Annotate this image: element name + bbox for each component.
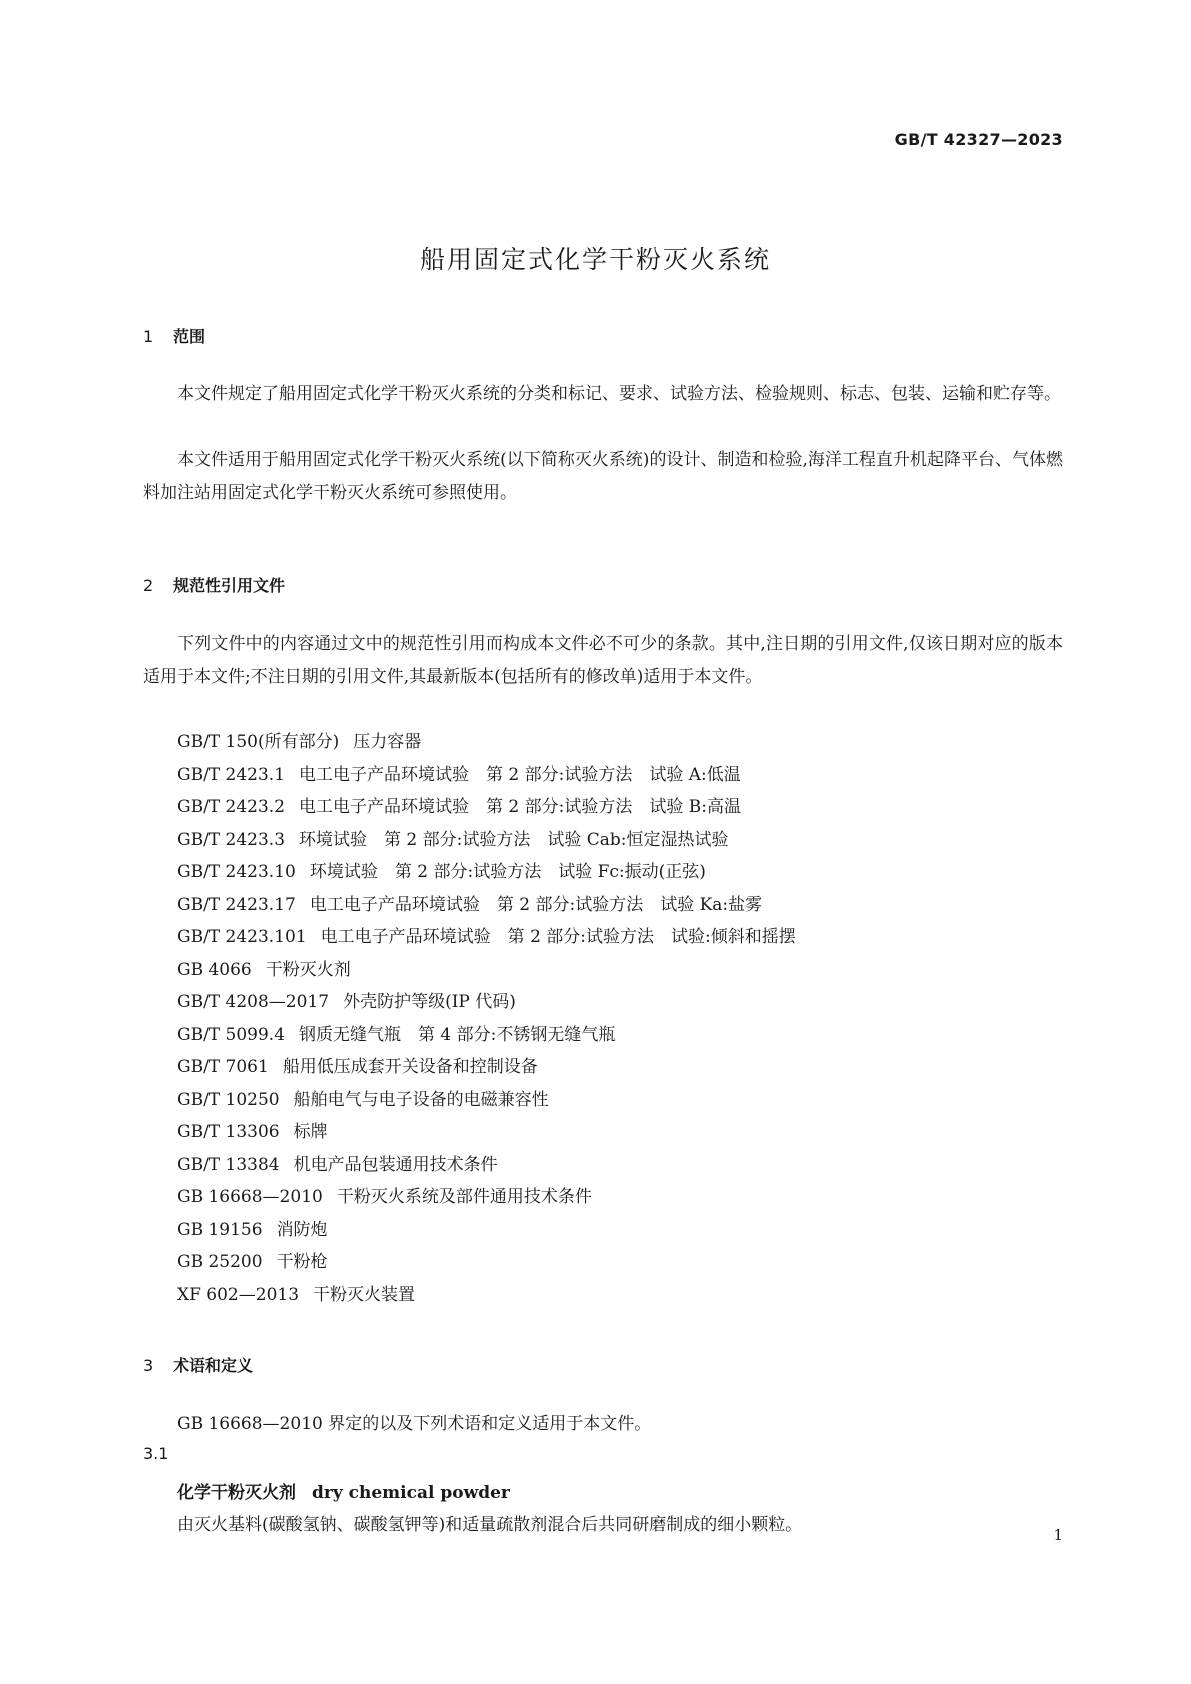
reference-item xyxy=(177,1019,796,1052)
reference-title: 电工电子产品环境试验 第 2 部分:试验方法 试验 A:低温 xyxy=(299,764,741,785)
reference-code: GB 4066 xyxy=(177,959,252,980)
reference-item xyxy=(177,986,796,1019)
reference-item xyxy=(177,1279,796,1312)
reference-code: GB/T 13384 xyxy=(177,1154,280,1175)
reference-title: 电工电子产品环境试验 第 2 部分:试验方法 试验:倾斜和摇摆 xyxy=(320,927,796,947)
reference-item xyxy=(177,759,796,792)
section-title: 范围 xyxy=(173,327,206,346)
page-number: 1 xyxy=(1053,1526,1063,1544)
section-3-heading xyxy=(143,1353,253,1376)
reference-item xyxy=(177,921,796,954)
reference-title: 电工电子产品环境试验 第 2 部分:试验方法 试验 Ka:盐雾 xyxy=(309,894,763,915)
reference-title: 干粉灭火剂 xyxy=(265,959,351,980)
reference-title: 船舶电气与电子设备的电磁兼容性 xyxy=(293,1089,549,1110)
reference-list xyxy=(177,726,796,1311)
reference-code: GB/T 4208—2017 xyxy=(177,992,330,1012)
reference-title: 标牌 xyxy=(293,1122,328,1142)
reference-code: GB/T 2423.1 xyxy=(177,764,286,785)
term-entry xyxy=(177,1478,510,1503)
reference-title: 机电产品包装通用技术条件 xyxy=(293,1154,498,1175)
section-1-paragraph-1: 本文件规定了船用固定式化学干粉灭火系统的分类和标记、要求、试验方法、检验规则、标志、包装、运输和贮存等。 xyxy=(177,384,1061,404)
reference-code: GB/T 7061 xyxy=(177,1057,269,1077)
term-chinese: 化学干粉灭火剂 xyxy=(177,1483,296,1503)
section-title: 术语和定义 xyxy=(173,1356,254,1375)
section-1-paragraph-2: 本文件适用于船用固定式化学干粉灭火系统(以下简称灭火系统)的设计、制造和检验,海洋工程直升机起降平台、气体燃料加注站用固定式化学干粉灭火系统可参照使用。 xyxy=(143,450,1063,503)
reference-code: GB/T 10250 xyxy=(177,1089,280,1110)
section-number: 3 xyxy=(143,1356,154,1375)
section-2-heading xyxy=(143,573,285,596)
reference-item xyxy=(177,1214,796,1247)
reference-code: GB/T 13306 xyxy=(177,1122,280,1142)
reference-code: GB/T 2423.3 xyxy=(177,829,286,850)
reference-title: 干粉灭火装置 xyxy=(313,1284,416,1305)
reference-item xyxy=(177,1246,796,1279)
section-number: 1 xyxy=(143,327,154,346)
section-number: 2 xyxy=(143,576,154,595)
reference-title: 干粉灭火系统及部件通用技术条件 xyxy=(336,1187,592,1207)
term-english: dry chemical powder xyxy=(312,1483,510,1503)
reference-item xyxy=(177,1084,796,1117)
reference-item xyxy=(177,856,796,889)
reference-item xyxy=(177,889,796,922)
standard-number: GB/T 42327—2023 xyxy=(894,130,1063,149)
reference-title: 电工电子产品环境试验 第 2 部分:试验方法 试验 B:高温 xyxy=(299,797,742,817)
reference-title: 环境试验 第 2 部分:试验方法 试验 Cab:恒定湿热试验 xyxy=(299,829,729,850)
reference-code: GB/T 5099.4 xyxy=(177,1024,286,1045)
reference-title: 压力容器 xyxy=(353,732,422,752)
reference-code: GB/T 2423.2 xyxy=(177,797,286,817)
reference-title: 外壳防护等级(IP 代码) xyxy=(343,992,516,1012)
reference-item xyxy=(177,954,796,987)
clause-number: 3.1 xyxy=(143,1444,169,1463)
reference-code: GB/T 150(所有部分) xyxy=(177,732,340,752)
reference-item xyxy=(177,1116,796,1149)
reference-title: 环境试验 第 2 部分:试验方法 试验 Fc:振动(正弦) xyxy=(309,862,706,882)
reference-item xyxy=(177,791,796,824)
section-title: 规范性引用文件 xyxy=(173,576,286,595)
reference-title: 钢质无缝气瓶 第 4 部分:不锈钢无缝气瓶 xyxy=(299,1024,616,1045)
reference-code: XF 602—2013 xyxy=(177,1284,300,1305)
reference-title: 船用低压成套开关设备和控制设备 xyxy=(282,1057,538,1077)
reference-code: GB/T 2423.10 xyxy=(177,862,296,882)
document-title: 船用固定式化学干粉灭火系统 xyxy=(419,245,771,274)
reference-item xyxy=(177,726,796,759)
section-2-paragraph-1: 下列文件中的内容通过文中的规范性引用而构成本文件必不可少的条款。其中,注日期的引用文件,仅该日期对应的版本适用于本文件;不注日期的引用文件,其最新版本(包括所有的修改单)适用于本文件。 xyxy=(143,634,1063,687)
reference-item xyxy=(177,824,796,857)
reference-code: GB/T 2423.17 xyxy=(177,894,296,915)
reference-title: 干粉枪 xyxy=(276,1252,328,1272)
reference-title: 消防炮 xyxy=(276,1219,328,1240)
term-definition: 由灭火基料(碳酸氢钠、碳酸氢钾等)和适量疏散剂混合后共同研磨制成的细小颗粒。 xyxy=(177,1515,803,1535)
reference-item xyxy=(177,1051,796,1084)
reference-code: GB 25200 xyxy=(177,1252,263,1272)
reference-item xyxy=(177,1181,796,1214)
reference-code: GB 16668—2010 xyxy=(177,1187,323,1207)
reference-code: GB 19156 xyxy=(177,1219,263,1240)
reference-item xyxy=(177,1149,796,1182)
section-1-heading xyxy=(143,324,205,347)
section-3-paragraph-1: GB 16668—2010 界定的以及下列术语和定义适用于本文件。 xyxy=(177,1414,652,1434)
reference-code: GB/T 2423.101 xyxy=(177,927,307,947)
